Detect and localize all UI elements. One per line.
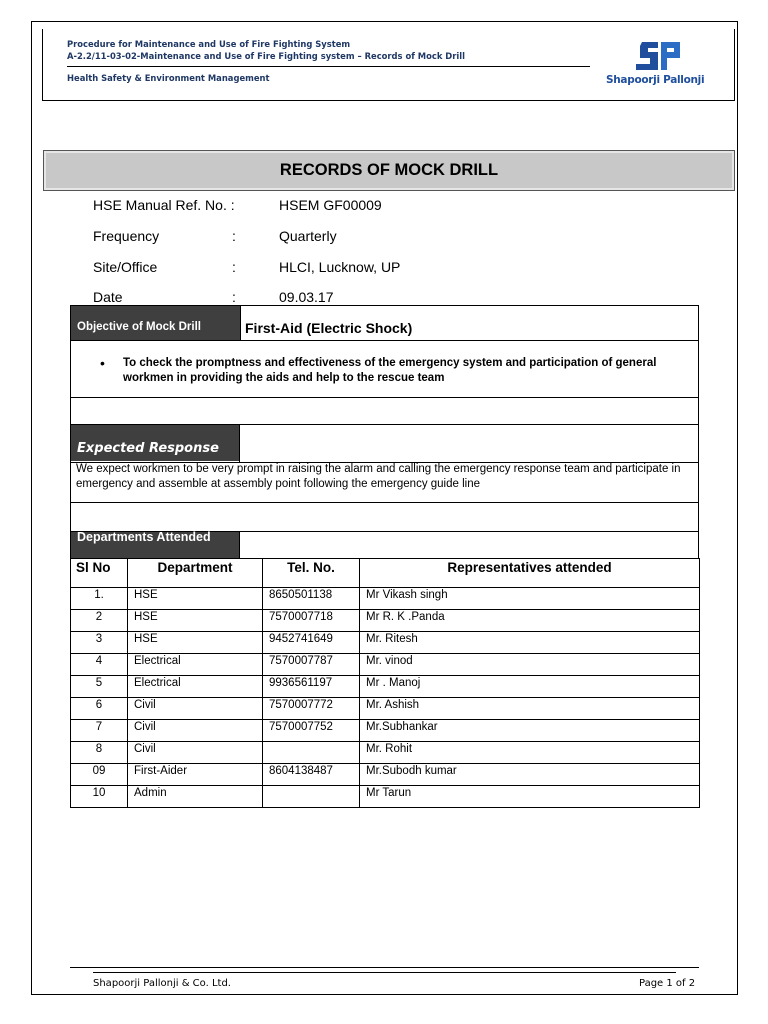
footer-page-number: Page 1 of 2 (639, 978, 696, 989)
cell-department: Civil (128, 720, 263, 742)
expected-response-label: Expected Response (71, 425, 239, 461)
cell-sl: 1. (71, 588, 128, 610)
meta-label-ref: HSE Manual Ref. No. : (93, 197, 235, 213)
meta-colon: : (232, 289, 236, 305)
cell-department: Civil (128, 742, 263, 764)
col-header-sl: Sl No (71, 559, 128, 588)
table-row (71, 698, 700, 720)
cell-tel: 9452741649 (263, 632, 360, 654)
meta-label-site: Site/Office (93, 259, 158, 275)
cell-rep: Mr. Rohit (360, 742, 700, 764)
row-divider (70, 502, 699, 503)
bullet-icon: • (100, 355, 105, 371)
cell-rep: Mr. Ashish (360, 698, 700, 720)
cell-department: Electrical (128, 676, 263, 698)
cell-sl: 8 (71, 742, 128, 764)
meta-value-ref: HSEM GF00009 (279, 197, 382, 213)
cell-sl: 3 (71, 632, 128, 654)
table-row (71, 720, 700, 742)
expected-response-text: We expect workmen to be very prompt in raising the alarm and calling the emergency response team and participate in emergency and assemble at assembly point following the emergency guide line (76, 463, 681, 490)
cell-department: HSE (128, 588, 263, 610)
cell-department: HSE (128, 610, 263, 632)
meta-colon: : (232, 259, 236, 275)
cell-tel (263, 742, 360, 764)
cell-rep: Mr Vikash singh (360, 588, 700, 610)
sp-logo-icon (606, 38, 702, 74)
cell-divider (240, 306, 241, 340)
attendance-table (70, 558, 700, 808)
table-row (71, 786, 700, 808)
objective-description: To check the promptness and effectiveness of the emergency system and participation of general workmen in providing the aids and help to the rescue team (123, 357, 657, 384)
footer-divider (93, 972, 676, 973)
logo-wordmark: Shapoorji Pallonji (606, 74, 705, 86)
cell-sl: 5 (71, 676, 128, 698)
cell-sl: 6 (71, 698, 128, 720)
cell-rep: Mr. vinod (360, 654, 700, 676)
meta-label-frequency: Frequency (93, 228, 160, 244)
header-procedure-title: Procedure for Maintenance and Use of Fire Fighting System (67, 39, 351, 49)
cell-tel: 7570007718 (263, 610, 360, 632)
cell-department: Electrical (128, 654, 263, 676)
table-row (71, 764, 700, 786)
table-row (71, 588, 700, 610)
company-logo (606, 38, 705, 92)
table-row (71, 654, 700, 676)
cell-sl: 09 (71, 764, 128, 786)
cell-sl: 7 (71, 720, 128, 742)
title-bar (43, 150, 735, 191)
cell-tel: 7570007752 (263, 720, 360, 742)
cell-tel (263, 786, 360, 808)
cell-tel: 7570007787 (263, 654, 360, 676)
footer-divider (70, 967, 699, 968)
header-document-ref: A-2.2/11-03-02-Maintenance and Use of Fire Fighting system – Records of Mock Drill (67, 51, 465, 61)
document-title: RECORDS OF MOCK DRILL (279, 161, 499, 179)
table-row (71, 632, 700, 654)
row-divider (70, 397, 699, 398)
meta-label-date: Date (93, 289, 123, 305)
cell-tel: 7570007772 (263, 698, 360, 720)
cell-rep: Mr . Manoj (360, 676, 700, 698)
cell-sl: 10 (71, 786, 128, 808)
header-divider (67, 66, 590, 67)
departments-attended-label (71, 532, 239, 558)
departments-attended-text: Departments Attended (77, 530, 211, 544)
cell-department: Admin (128, 786, 263, 808)
cell-rep: Mr.Subodh kumar (360, 764, 700, 786)
table-row (71, 610, 700, 632)
footer-company: Shapoorji Pallonji & Co. Ltd. (93, 978, 231, 989)
cell-tel: 8604138487 (263, 764, 360, 786)
meta-value-frequency: Quarterly (279, 228, 337, 244)
objective-value: First-Aid (Electric Shock) (245, 320, 413, 336)
header-department: Health Safety & Environment Management (67, 73, 270, 83)
cell-sl: 4 (71, 654, 128, 676)
cell-divider (239, 532, 240, 559)
meta-value-site: HLCI, Lucknow, UP (279, 259, 401, 275)
meta-colon: : (232, 228, 236, 244)
col-header-reps: Representatives attended (360, 559, 700, 588)
cell-sl: 2 (71, 610, 128, 632)
table-row (71, 742, 700, 764)
cell-department: First-Aider (128, 764, 263, 786)
col-header-tel: Tel. No. (263, 559, 360, 588)
cell-rep: Mr. Ritesh (360, 632, 700, 654)
row-divider (70, 340, 699, 341)
meta-value-date: 09.03.17 (279, 289, 334, 305)
col-header-department: Department (128, 559, 263, 588)
cell-rep: Mr Tarun (360, 786, 700, 808)
cell-rep: Mr.Subhankar (360, 720, 700, 742)
table-header-row (71, 559, 700, 588)
cell-department: HSE (128, 632, 263, 654)
cell-department: Civil (128, 698, 263, 720)
objective-label: Objective of Mock Drill (71, 306, 240, 340)
cell-tel: 9936561197 (263, 676, 360, 698)
cell-divider (239, 425, 240, 462)
cell-rep: Mr R. K .Panda (360, 610, 700, 632)
cell-tel: 8650501138 (263, 588, 360, 610)
table-row (71, 676, 700, 698)
